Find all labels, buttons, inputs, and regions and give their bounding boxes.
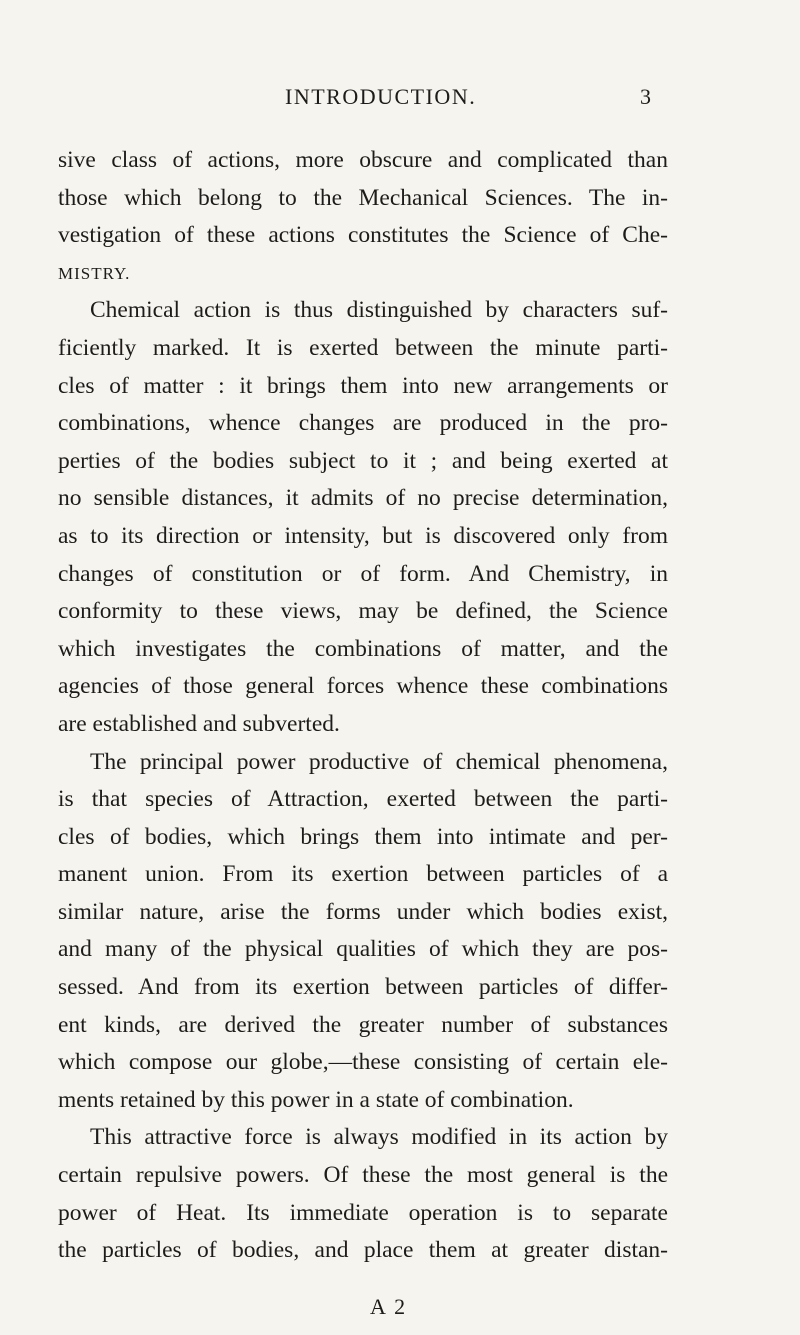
text-line: which investigates the combinations of matter, and the	[58, 635, 668, 662]
body-text	[58, 142, 668, 1270]
text-line: Chemical action is thus distinguished by characters suf-	[90, 297, 668, 324]
text-line: cles of bodies, which brings them into intimate and per-	[58, 823, 668, 850]
text-line: This attractive force is always modified in its action by	[90, 1124, 668, 1151]
text-line: manent union. From its exertion between particles of a	[58, 861, 668, 888]
text-line: sessed. And from its exertion between particles of differ-	[58, 974, 668, 1001]
text-line: those which belong to the Mechanical Sciences. The in-	[58, 184, 668, 211]
text-line: power of Heat. Its immediate operation is to separate	[58, 1199, 668, 1226]
text-line: ments retained by this power in a state of combination.	[58, 1086, 574, 1113]
text-line: similar nature, arise the forms under which bodies exist,	[58, 898, 668, 925]
text-line: changes of constitution or of form. And Chemistry, in	[58, 560, 668, 587]
text-line: which compose our globe,—these consisting of certain ele-	[58, 1049, 668, 1076]
text-line: and many of the physical qualities of which they are pos-	[58, 936, 668, 963]
running-title: INTRODUCTION.	[285, 84, 477, 109]
text-line: conformity to these views, may be defined, the Science	[58, 598, 668, 625]
text-line: certain repulsive powers. Of these the most general is the	[58, 1162, 668, 1189]
text-line: The principal power productive of chemical phenomena,	[90, 748, 668, 775]
text-line: as to its direction or intensity, but is discovered only from	[58, 522, 668, 549]
text-line: ficiently marked. It is exerted between the minute parti-	[58, 334, 668, 361]
text-line: agencies of those general forces whence these combinations	[58, 673, 668, 700]
text-line: are established and subverted.	[58, 710, 340, 737]
text-line: cles of matter : it brings them into new arrangements or	[58, 372, 668, 399]
text-line: vestigation of these actions constitutes the Science of Che-	[58, 222, 668, 249]
text-line: the particles of bodies, and place them at greater distan-	[58, 1237, 668, 1264]
text-line: is that species of Attraction, exerted between the parti-	[58, 786, 668, 813]
text-line: MISTRY.	[58, 263, 131, 283]
text-line: sive class of actions, more obscure and complicated than	[58, 147, 668, 173]
text-line: no sensible distances, it admits of no precise determination,	[58, 485, 668, 512]
text-line: ent kinds, are derived the greater number of substances	[58, 1011, 668, 1038]
signature-mark: A 2	[370, 1294, 408, 1319]
text-line: combinations, whence changes are produced in the pro-	[58, 410, 668, 437]
text-line: perties of the bodies subject to it ; and being exerted at	[58, 447, 668, 474]
page-number: 3	[640, 84, 651, 109]
running-head	[0, 82, 800, 112]
